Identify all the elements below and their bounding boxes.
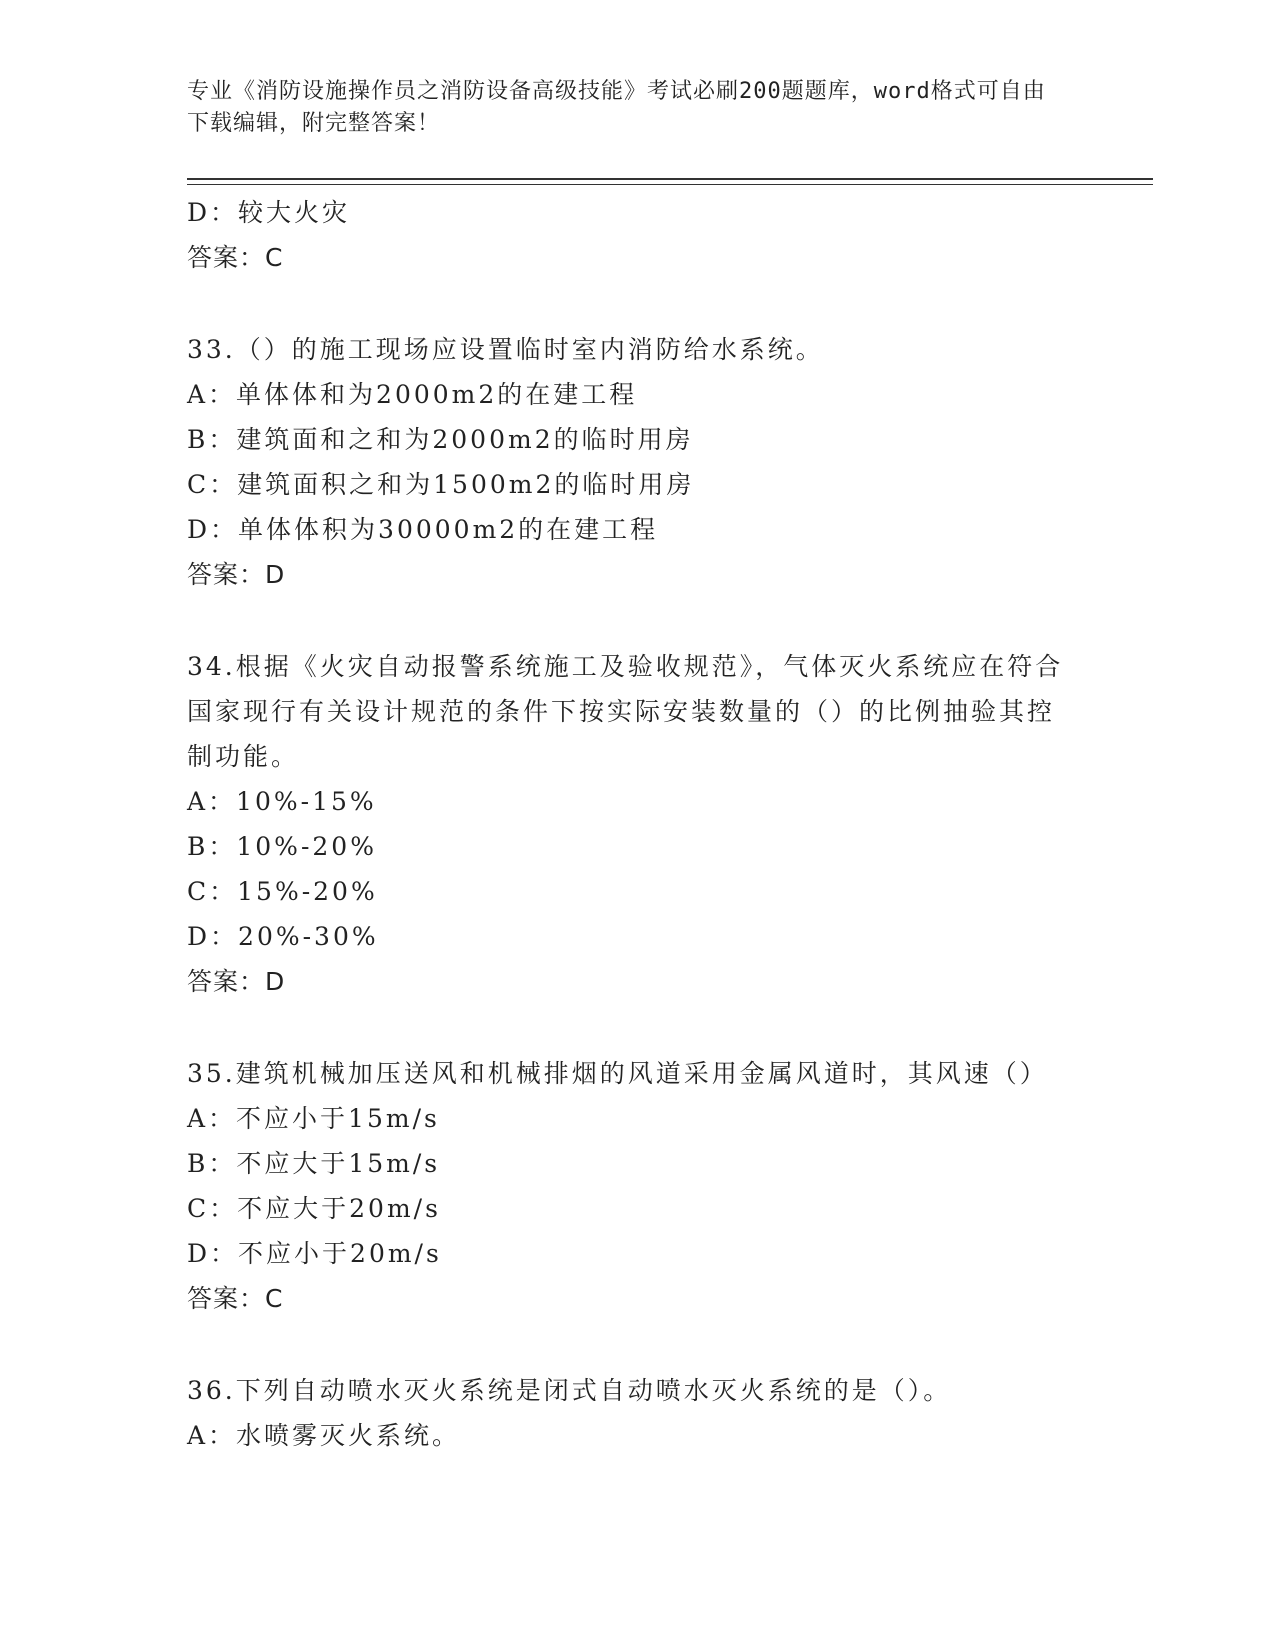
question-34-option-c: C：15%-20% <box>187 877 378 906</box>
question-34-option-d: D：20%-30% <box>187 922 379 951</box>
question-36-option-a: A：水喷雾灭火系统。 <box>187 1421 461 1450</box>
question-35-option-b: B：不应大于15m/s <box>187 1149 441 1178</box>
question-33-option-a: A：单体体和为2000m2的在建工程 <box>187 380 638 409</box>
question-34-answer: 答案：D <box>187 967 286 996</box>
question-35-stem: 35.建筑机械加压送风和机械排烟的风道采用金属风道时，其风速（） <box>187 1059 1048 1088</box>
document-header: 专业《消防设施操作员之消防设备高级技能》考试必刷200题题库，word格式可自由下载编辑，附完整答案！ <box>187 79 1046 136</box>
question-34-stem: 34.根据《火灾自动报警系统施工及验收规范》，气体灭火系统应在符合国家现行有关设计规范的条件下按实际安装数量的（）的比例抽验其控制功能。 <box>187 652 1064 771</box>
question-34-option-a: A：10%-15% <box>187 787 377 816</box>
header-divider-thin <box>187 184 1153 185</box>
header-divider-thick <box>187 178 1153 180</box>
question-33-option-c: C：建筑面积之和为1500m2的临时用房 <box>187 470 695 499</box>
question-36-stem: 36.下列自动喷水灭火系统是闭式自动喷水灭火系统的是（）。 <box>187 1376 952 1405</box>
question-35-answer: 答案：C <box>187 1284 284 1313</box>
question-35-option-a: A：不应小于15m/s <box>187 1104 440 1133</box>
answer: 答案：C <box>187 243 284 272</box>
question-34-option-b: B：10%-20% <box>187 832 377 861</box>
question-33-stem: 33.（）的施工现场应设置临时室内消防给水系统。 <box>187 335 824 364</box>
question-33-option-b: B：建筑面和之和为2000m2的临时用房 <box>187 425 694 454</box>
question-33-answer: 答案：D <box>187 560 286 589</box>
option-d: D：较大火灾 <box>187 198 351 227</box>
question-list <box>187 190 1087 1458</box>
question-35-option-c: C：不应大于20m/s <box>187 1194 441 1223</box>
question-35-option-d: D：不应小于20m/s <box>187 1239 442 1268</box>
question-33-option-d: D：单体体积为30000m2的在建工程 <box>187 515 659 544</box>
